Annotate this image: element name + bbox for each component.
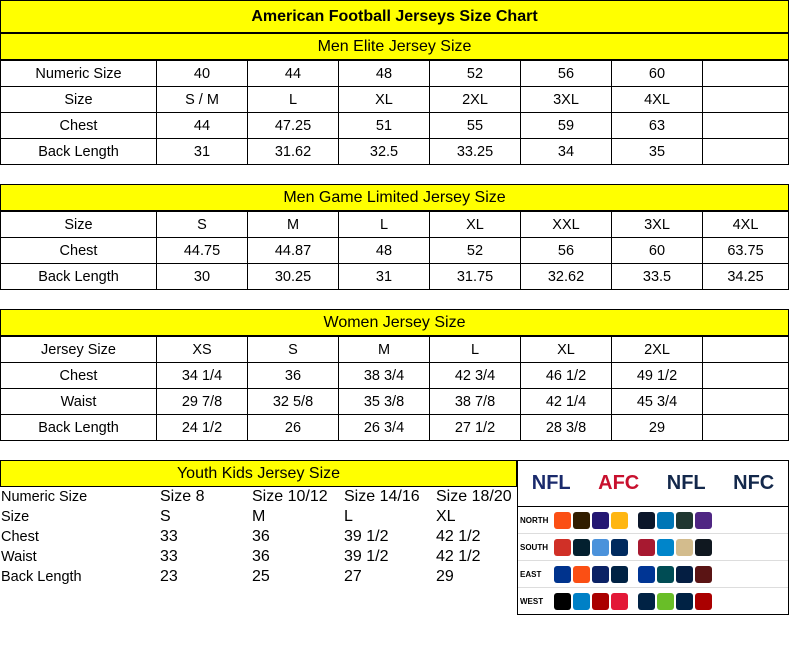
cell: 26 xyxy=(248,415,339,441)
cell: 33.5 xyxy=(612,264,703,290)
table-row xyxy=(1,363,789,389)
nfl-shield-icon-2: NFL xyxy=(666,472,706,494)
cell: 40 xyxy=(157,61,248,87)
cell: 30 xyxy=(157,264,248,290)
row-label: Chest xyxy=(1,363,157,389)
team-logo-icon xyxy=(695,539,712,556)
table-row xyxy=(1,113,789,139)
row-label: Back Length xyxy=(1,139,157,165)
afc-team-logos xyxy=(554,566,632,583)
cell: 49 1/2 xyxy=(612,363,703,389)
cell: 29 xyxy=(436,568,454,585)
cell: 55 xyxy=(430,113,521,139)
row-label: Size xyxy=(1,212,157,238)
division-row xyxy=(518,534,788,561)
cell: 27 1/2 xyxy=(430,415,521,441)
cell: L xyxy=(430,337,521,363)
section-heading-youth: Youth Kids Jersey Size xyxy=(0,460,517,487)
cell: 36 xyxy=(252,548,270,565)
table-row xyxy=(0,487,527,507)
cell: 63.75 xyxy=(703,238,789,264)
cell: 60 xyxy=(612,61,703,87)
cell: 42 1/2 xyxy=(436,528,481,545)
row-label: Chest xyxy=(1,113,157,139)
cell: 31 xyxy=(339,264,430,290)
cell: 34 1/4 xyxy=(157,363,248,389)
cell: XL xyxy=(430,212,521,238)
cell: S xyxy=(157,212,248,238)
row-label: Back Length xyxy=(1,569,82,585)
team-logo-icon xyxy=(638,593,655,610)
nfc-team-logos xyxy=(638,539,716,556)
cell: S / M xyxy=(157,87,248,113)
section-heading-men-elite: Men Elite Jersey Size xyxy=(0,33,789,60)
team-logo-icon xyxy=(554,512,571,529)
youth-section xyxy=(0,460,789,615)
team-logo-icon xyxy=(611,539,628,556)
cell: M xyxy=(252,508,266,525)
section-heading-men-game-limited: Men Game Limited Jersey Size xyxy=(0,184,789,211)
nfc-team-logos xyxy=(638,512,716,529)
team-logo-icon xyxy=(592,512,609,529)
cell-empty xyxy=(703,363,789,389)
cell: Size 18/20 xyxy=(436,488,512,505)
cell: 60 xyxy=(612,238,703,264)
team-logo-icon xyxy=(657,593,674,610)
team-logo-icon xyxy=(554,593,571,610)
cell: XL xyxy=(436,508,456,525)
section-divider xyxy=(0,290,789,309)
cell: 42 1/4 xyxy=(521,389,612,415)
cell: 32.62 xyxy=(521,264,612,290)
row-label: Waist xyxy=(1,389,157,415)
cell: 34 xyxy=(521,139,612,165)
team-logo-icon xyxy=(695,566,712,583)
cell: 46 1/2 xyxy=(521,363,612,389)
division-label: WEST xyxy=(520,596,544,606)
team-logo-icon xyxy=(611,512,628,529)
row-label: Chest xyxy=(1,238,157,264)
cell: 59 xyxy=(521,113,612,139)
nfl-shield-icon: NFL xyxy=(531,472,571,494)
cell: 23 xyxy=(160,568,178,585)
division-label: SOUTH xyxy=(520,542,548,552)
cell: XS xyxy=(157,337,248,363)
division-label: NORTH xyxy=(520,515,549,525)
afc-team-logos xyxy=(554,593,632,610)
team-logo-icon xyxy=(676,593,693,610)
team-logo-icon xyxy=(657,566,674,583)
team-logo-icon xyxy=(695,512,712,529)
table-row xyxy=(1,389,789,415)
table-men-elite xyxy=(0,60,789,165)
cell: 51 xyxy=(339,113,430,139)
cell: 36 xyxy=(248,363,339,389)
division-row xyxy=(518,507,788,534)
cell: XL xyxy=(339,87,430,113)
nfc-team-logos xyxy=(638,593,716,610)
cell: 36 xyxy=(252,528,270,545)
team-logo-icon xyxy=(611,566,628,583)
section-divider xyxy=(0,441,789,460)
team-logo-icon xyxy=(638,566,655,583)
cell: 48 xyxy=(339,238,430,264)
cell: 3XL xyxy=(612,212,703,238)
cell: 33 xyxy=(160,528,178,545)
table-row xyxy=(1,238,789,264)
afc-logo-icon: AFC xyxy=(598,472,640,494)
team-logo-icon xyxy=(592,566,609,583)
team-logo-icon xyxy=(573,566,590,583)
cell: 31 xyxy=(157,139,248,165)
row-label: Waist xyxy=(1,549,37,565)
team-logo-icon xyxy=(554,539,571,556)
cell-empty xyxy=(703,61,789,87)
table-row xyxy=(1,212,789,238)
cell-empty xyxy=(703,139,789,165)
cell: 47.25 xyxy=(248,113,339,139)
cell: 44 xyxy=(157,113,248,139)
cell: 24 1/2 xyxy=(157,415,248,441)
cell: 39 1/2 xyxy=(344,548,389,565)
division-label: EAST xyxy=(520,569,542,579)
cell: 35 3/8 xyxy=(339,389,430,415)
cell: 44.75 xyxy=(157,238,248,264)
cell: 3XL xyxy=(521,87,612,113)
table-row xyxy=(1,87,789,113)
cell: S xyxy=(248,337,339,363)
cell-empty xyxy=(703,389,789,415)
cell: 38 3/4 xyxy=(339,363,430,389)
cell: L xyxy=(344,508,353,525)
row-label: Size xyxy=(1,87,157,113)
cell: 42 1/2 xyxy=(436,548,481,565)
cell: 26 3/4 xyxy=(339,415,430,441)
cell: Size 14/16 xyxy=(344,488,420,505)
cell: Size 10/12 xyxy=(252,488,328,505)
table-row xyxy=(0,547,527,567)
cell: 48 xyxy=(339,61,430,87)
row-label: Numeric Size xyxy=(1,61,157,87)
team-logo-icon xyxy=(573,512,590,529)
row-label: Numeric Size xyxy=(1,489,88,505)
team-logo-icon xyxy=(554,566,571,583)
section-heading-women: Women Jersey Size xyxy=(0,309,789,336)
cell-empty xyxy=(703,113,789,139)
table-women xyxy=(0,336,789,441)
team-logo-icon xyxy=(573,593,590,610)
cell: 28 3/8 xyxy=(521,415,612,441)
cell: 42 3/4 xyxy=(430,363,521,389)
team-logo-icon xyxy=(611,593,628,610)
cell: 2XL xyxy=(612,337,703,363)
table-youth xyxy=(0,487,527,587)
table-row xyxy=(1,264,789,290)
cell: 25 xyxy=(252,568,270,585)
cell: Size 8 xyxy=(160,488,205,505)
nfc-team-logos xyxy=(638,566,716,583)
table-row xyxy=(1,61,789,87)
team-logo-icon xyxy=(592,593,609,610)
cell: 31.75 xyxy=(430,264,521,290)
youth-table-wrap xyxy=(0,460,517,615)
team-logo-icon xyxy=(657,512,674,529)
row-label: Back Length xyxy=(1,415,157,441)
team-logo-icon xyxy=(676,512,693,529)
page-title: American Football Jerseys Size Chart xyxy=(0,0,789,33)
cell: 56 xyxy=(521,61,612,87)
cell: 4XL xyxy=(612,87,703,113)
cell: 35 xyxy=(612,139,703,165)
division-row xyxy=(518,588,788,614)
team-logo-icon xyxy=(657,539,674,556)
team-logo-icon xyxy=(638,539,655,556)
table-row xyxy=(0,527,527,547)
team-logo-icon xyxy=(676,539,693,556)
team-logo-icon xyxy=(695,593,712,610)
table-row xyxy=(0,507,527,527)
cell: 33.25 xyxy=(430,139,521,165)
row-label: Jersey Size xyxy=(1,337,157,363)
cell-empty xyxy=(703,337,789,363)
cell: 38 7/8 xyxy=(430,389,521,415)
cell: 63 xyxy=(612,113,703,139)
division-row xyxy=(518,561,788,588)
nfl-logo-row xyxy=(518,461,788,507)
cell: XXL xyxy=(521,212,612,238)
cell: 34.25 xyxy=(703,264,789,290)
row-label: Size xyxy=(1,509,30,525)
cell: 27 xyxy=(344,568,362,585)
afc-team-logos xyxy=(554,512,632,529)
cell: 52 xyxy=(430,238,521,264)
cell: S xyxy=(160,508,171,525)
table-row xyxy=(0,567,527,587)
section-divider xyxy=(0,165,789,184)
cell: 4XL xyxy=(703,212,789,238)
cell: 30.25 xyxy=(248,264,339,290)
afc-team-logos xyxy=(554,539,632,556)
cell: 32 5/8 xyxy=(248,389,339,415)
cell: 33 xyxy=(160,548,178,565)
cell: M xyxy=(339,337,430,363)
team-logo-icon xyxy=(676,566,693,583)
cell: 2XL xyxy=(430,87,521,113)
cell: 31.62 xyxy=(248,139,339,165)
nfl-conference-panel xyxy=(517,460,789,615)
table-row xyxy=(1,337,789,363)
cell-empty xyxy=(703,415,789,441)
cell-empty xyxy=(703,87,789,113)
row-label: Chest xyxy=(1,529,39,545)
cell: 39 1/2 xyxy=(344,528,389,545)
cell: 29 7/8 xyxy=(157,389,248,415)
row-label: Back Length xyxy=(1,264,157,290)
team-logo-icon xyxy=(573,539,590,556)
cell: L xyxy=(248,87,339,113)
cell: 44.87 xyxy=(248,238,339,264)
cell: XL xyxy=(521,337,612,363)
nfc-logo-icon: NFC xyxy=(733,472,775,494)
table-men-game-limited xyxy=(0,211,789,290)
cell: 44 xyxy=(248,61,339,87)
cell: 56 xyxy=(521,238,612,264)
cell: 32.5 xyxy=(339,139,430,165)
cell: 45 3/4 xyxy=(612,389,703,415)
team-logo-icon xyxy=(638,512,655,529)
table-row xyxy=(1,139,789,165)
cell: M xyxy=(248,212,339,238)
cell: 29 xyxy=(612,415,703,441)
cell: L xyxy=(339,212,430,238)
cell: 52 xyxy=(430,61,521,87)
nfl-division-rows xyxy=(518,507,788,614)
table-row xyxy=(1,415,789,441)
team-logo-icon xyxy=(592,539,609,556)
